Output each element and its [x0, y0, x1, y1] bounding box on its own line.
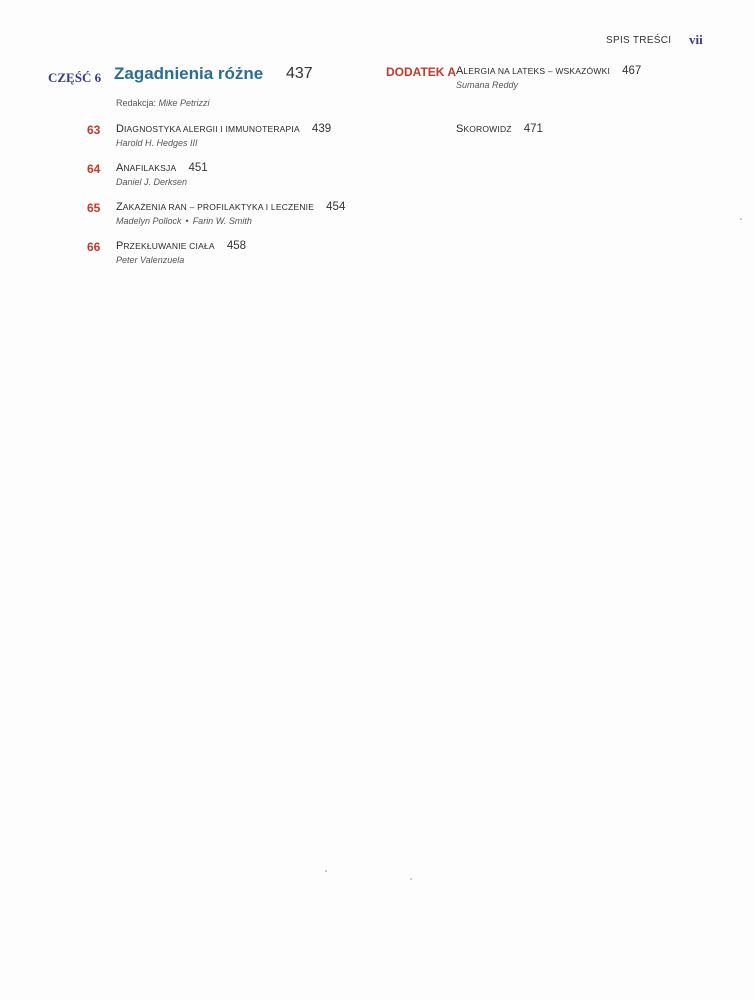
chapter-author: Daniel J. Derksen [116, 177, 188, 187]
running-title: SPIS TREŚCI [606, 35, 672, 46]
chapter-title-initial: A [116, 162, 124, 174]
chapter-author: Peter Valenzuela [116, 255, 185, 265]
chapter-title[interactable] [116, 240, 246, 252]
chapter-number: 66 [87, 240, 101, 254]
part-label: CZĘŚĆ 6 [48, 70, 102, 85]
chapter-page: 454 [326, 201, 346, 213]
scan-speck [740, 218, 742, 220]
appendix-title-initial: A [456, 65, 464, 77]
appendix-title[interactable] [456, 65, 641, 77]
appendix-author: Sumana Reddy [456, 80, 519, 90]
appendix-page: 467 [622, 65, 642, 77]
editor-name: Mike Petrizzi [158, 98, 210, 108]
chapter-author: Madelyn Pollock [116, 216, 182, 226]
author-separator: • [185, 216, 189, 226]
chapter-title[interactable] [116, 162, 208, 174]
chapter-title-initial: P [116, 240, 124, 252]
part-page-number: 437 [286, 65, 313, 82]
chapter-number: 63 [87, 123, 101, 137]
index-title-initial: S [456, 123, 464, 135]
page-number: vii [689, 32, 703, 47]
chapter-title[interactable] [116, 123, 331, 135]
chapter-number: 64 [87, 162, 101, 176]
chapter-authors [116, 216, 252, 226]
chapter-author: Harold H. Hedges III [116, 138, 198, 148]
index-entry[interactable] [456, 123, 543, 135]
appendix-label: DODATEK A [386, 65, 456, 79]
appendix-title-rest: LERGIA NA LATEKS – WSKAZÓWKI [463, 66, 611, 76]
editor-prefix: Redakcja: [116, 98, 157, 108]
chapter-page: 451 [188, 162, 208, 174]
index-page: 471 [523, 123, 543, 135]
chapter-title-initial: D [116, 123, 124, 135]
part-title: Zagadnienia różne [114, 64, 264, 83]
chapter-number: 65 [87, 201, 101, 215]
chapter-title[interactable] [116, 201, 345, 213]
chapter-author: Farin W. Smith [192, 216, 252, 226]
chapter-page: 458 [226, 240, 247, 252]
chapter-title-initial: Z [116, 201, 123, 213]
chapter-title-rest: RZEKŁUWANIE CIAŁA [123, 241, 215, 251]
part-editor [116, 98, 210, 108]
chapter-title-rest: IAGNOSTYKA ALERGII I IMMUNOTERAPIA [123, 124, 300, 134]
chapter-page: 439 [311, 123, 332, 135]
chapter-title-rest: NAFILAKSJA [123, 163, 177, 173]
scan-speck [325, 870, 327, 872]
index-title-rest: KOROWIDZ [463, 124, 512, 134]
scan-speck [410, 878, 412, 880]
chapter-title-rest: AKAŻENIA RAN – PROFILAKTYKA I LECZENIE [122, 202, 315, 212]
